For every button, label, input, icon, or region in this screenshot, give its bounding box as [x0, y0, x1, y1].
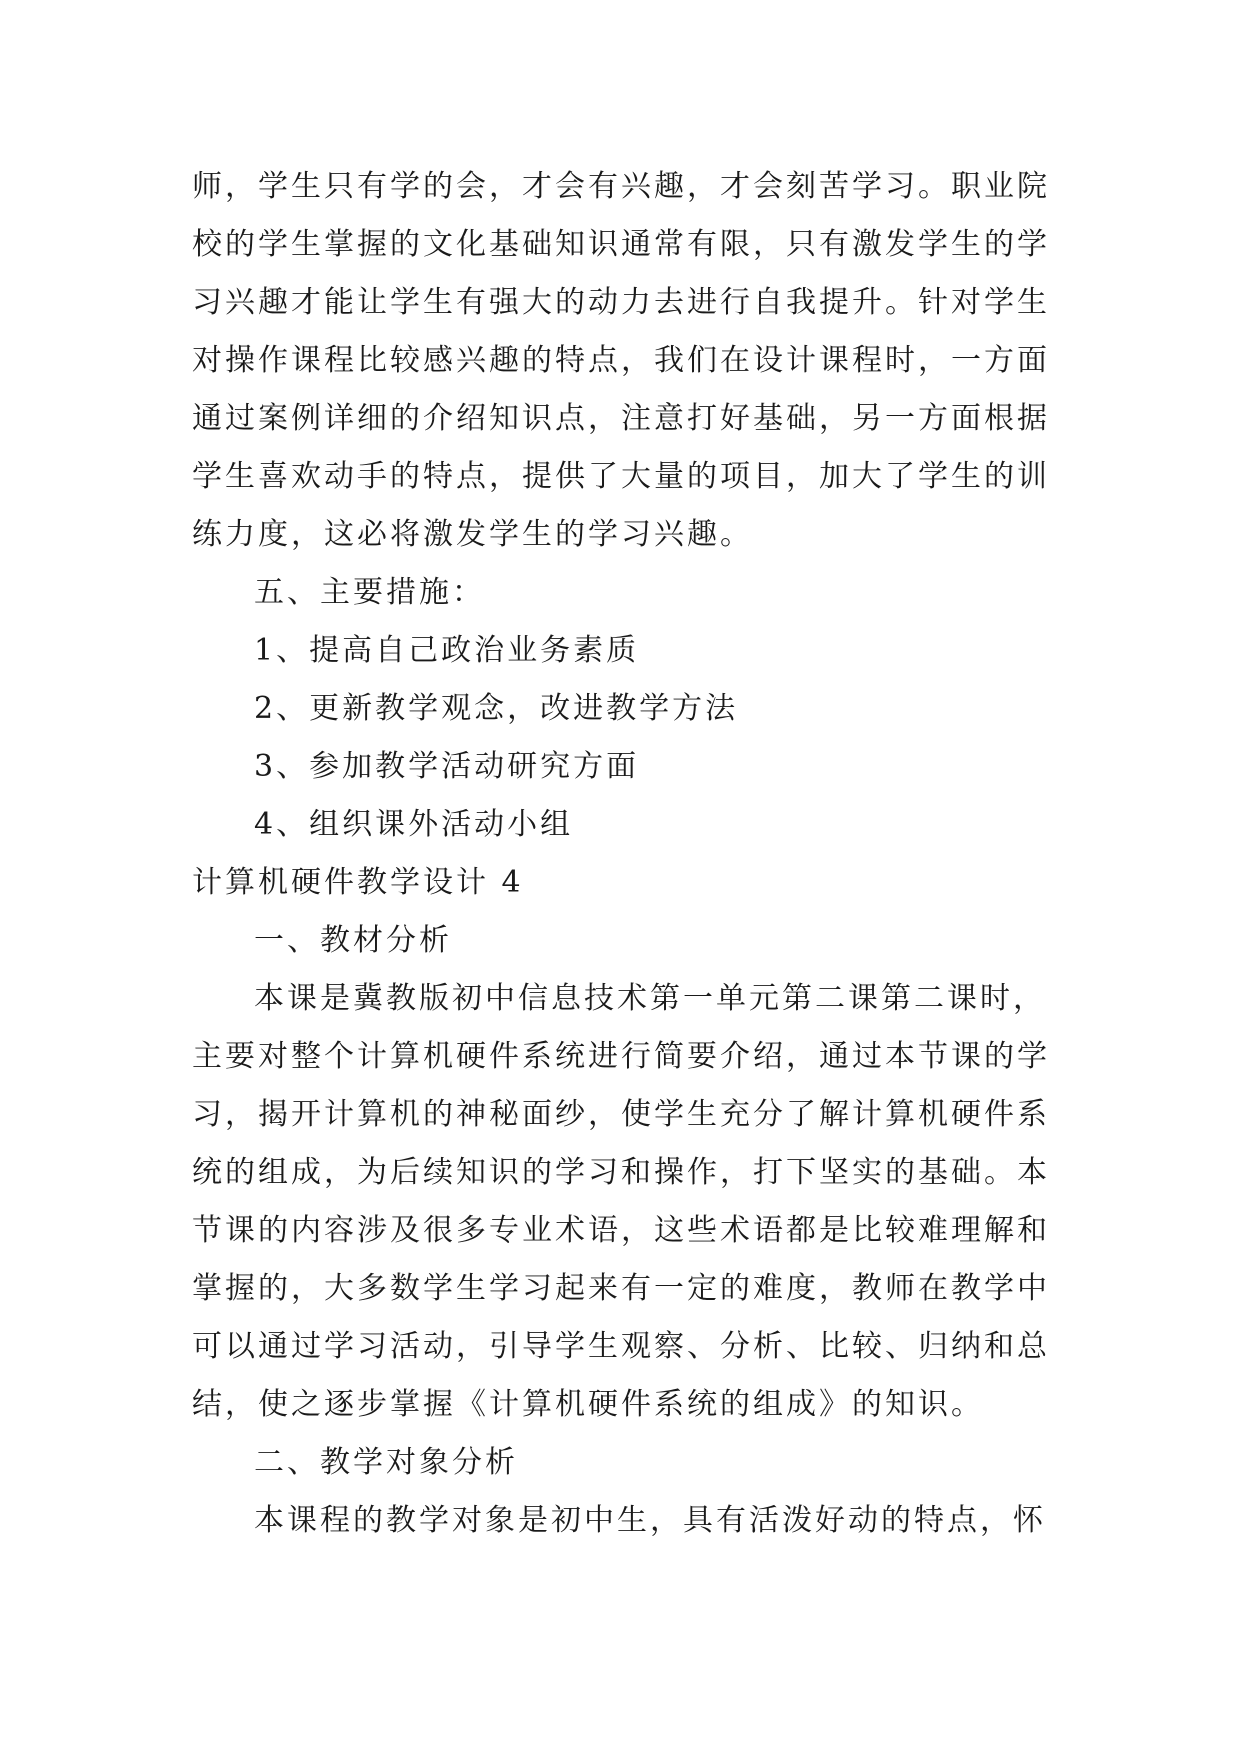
paragraph-line: 节课的内容涉及很多专业术语，这些术语都是比较难理解和 [192, 1213, 1050, 1248]
paragraph-line: 结，使之逐步掌握《计算机硬件系统的组成》的知识。 [192, 1387, 984, 1422]
paragraph-line: 统的组成，为后续知识的学习和操作，打下坚实的基础。本 [192, 1155, 1050, 1190]
paragraph-line: 本课程的教学对象是初中生，具有活泼好动的特点，怀 [254, 1503, 1046, 1538]
paragraph-line: 主要对整个计算机硬件系统进行简要介绍，通过本节课的学 [192, 1039, 1050, 1074]
paragraph-line: 习兴趣才能让学生有强大的动力去进行自我提升。针对学生 [192, 285, 1050, 320]
section-heading: 二、教学对象分析 [254, 1445, 518, 1480]
paragraph-line: 学生喜欢动手的特点，提供了大量的项目，加大了学生的训 [192, 459, 1050, 494]
paragraph-line: 本课是冀教版初中信息技术第一单元第二课第二课时， [254, 981, 1046, 1016]
paragraph-line: 师，学生只有学的会，才会有兴趣，才会刻苦学习。职业院 [192, 169, 1050, 204]
paragraph-line: 可以通过学习活动，引导学生观察、分析、比较、归纳和总 [192, 1329, 1050, 1364]
section-heading: 五、主要措施： [254, 575, 485, 610]
paragraph-line: 通过案例详细的介绍知识点，注意打好基础，另一方面根据 [192, 401, 1050, 436]
paragraph-line: 对操作课程比较感兴趣的特点，我们在设计课程时，一方面 [192, 343, 1050, 378]
paragraph-line: 校的学生掌握的文化基础知识通常有限，只有激发学生的学 [192, 227, 1050, 262]
section-heading: 一、教材分析 [254, 923, 452, 958]
paragraph-line: 掌握的，大多数学生学习起来有一定的难度，教师在教学中 [192, 1271, 1050, 1306]
body-text [192, 158, 1072, 1550]
document-title: 计算机硬件教学设计 4 [192, 865, 524, 900]
list-item: 1、提高自己政治业务素质 [254, 633, 640, 668]
list-item: 4、组织课外活动小组 [254, 807, 574, 842]
list-item: 3、参加教学活动研究方面 [254, 749, 640, 784]
paragraph-line: 习，揭开计算机的神秘面纱，使学生充分了解计算机硬件系 [192, 1097, 1050, 1132]
paragraph-line: 练力度，这必将激发学生的学习兴趣。 [192, 517, 753, 552]
list-item: 2、更新教学观念，改进教学方法 [254, 691, 739, 726]
